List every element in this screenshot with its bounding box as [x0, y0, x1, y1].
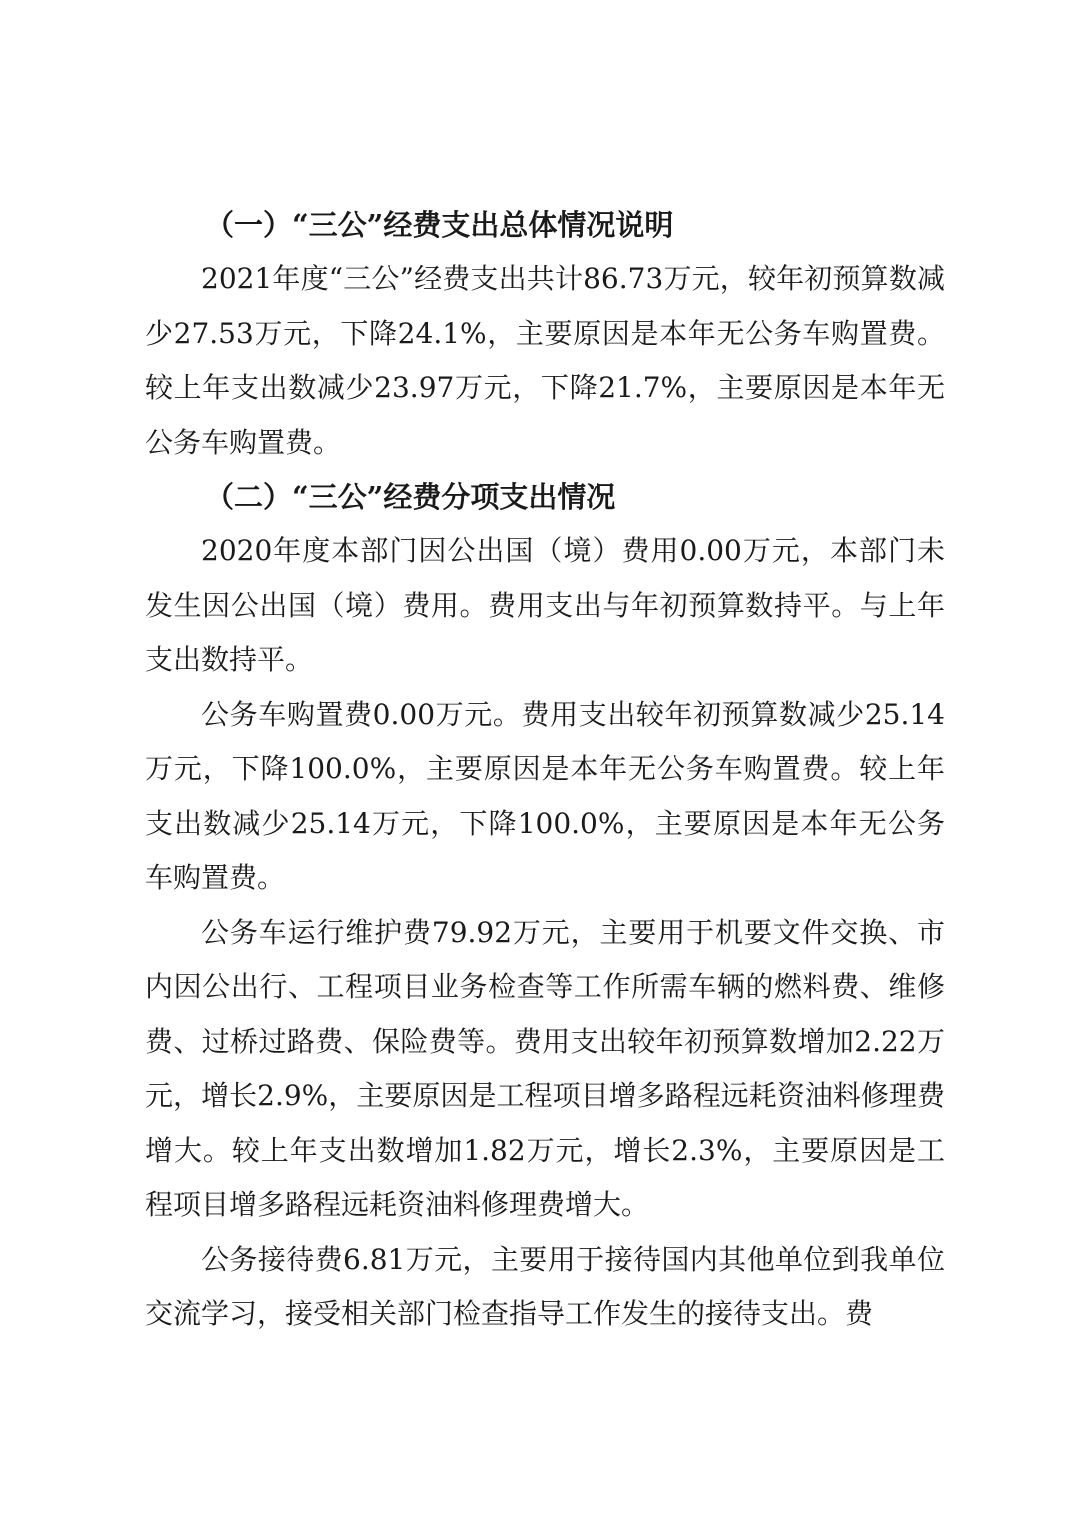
- paragraph-vehicle-purchase: 公务车购置费0.00万元。费用支出较年初预算数减少25.14万元，下降100.0%，主要原因是本年无公务车购置费。较上年支出数减少25.14万元，下降100.0%，主要原因是本年无公务车购置费。: [145, 697, 945, 894]
- paragraph-vehicle-maintenance: 公务车运行维护费79.92万元，主要用于机要文件交换、市内因公出行、工程项目业务检查等工作所需车辆的燃料费、维修费、过桥过路费、保险费等。费用支出较年初预算数增加2.22万元，增长2.9%，主要原因是工程项目增多路程远耗资油料修理费增大。较上年支出数增加1.82万元，增长2.3%，主要原因是工程项目增多路程远耗资油料修理费增大。: [145, 915, 945, 1221]
- document-page: [145, 198, 945, 1342]
- paragraph-official-reception: 公务接待费6.81万元，主要用于接待国内其他单位到我单位交流学习，接受相关部门检查指导工作发生的接待支出。费: [145, 1242, 945, 1330]
- section-heading-overall: （一）“三公”经费支出总体情况说明: [205, 208, 674, 242]
- section-heading-itemized: （二）“三公”经费分项支出情况: [205, 480, 616, 514]
- paragraph-overall-summary: 2021年度“三公”经费支出共计86.73万元，较年初预算数减少27.53万元，下降24.1%，主要原因是本年无公务车购置费。较上年支出数减少23.97万元，下降21.7%，主要原因是本年无公务车购置费。: [145, 262, 945, 459]
- paragraph-overseas-travel: 2020年度本部门因公出国（境）费用0.00万元，本部门未发生因公出国（境）费用。费用支出与年初预算数持平。与上年支出数持平。: [145, 534, 945, 676]
